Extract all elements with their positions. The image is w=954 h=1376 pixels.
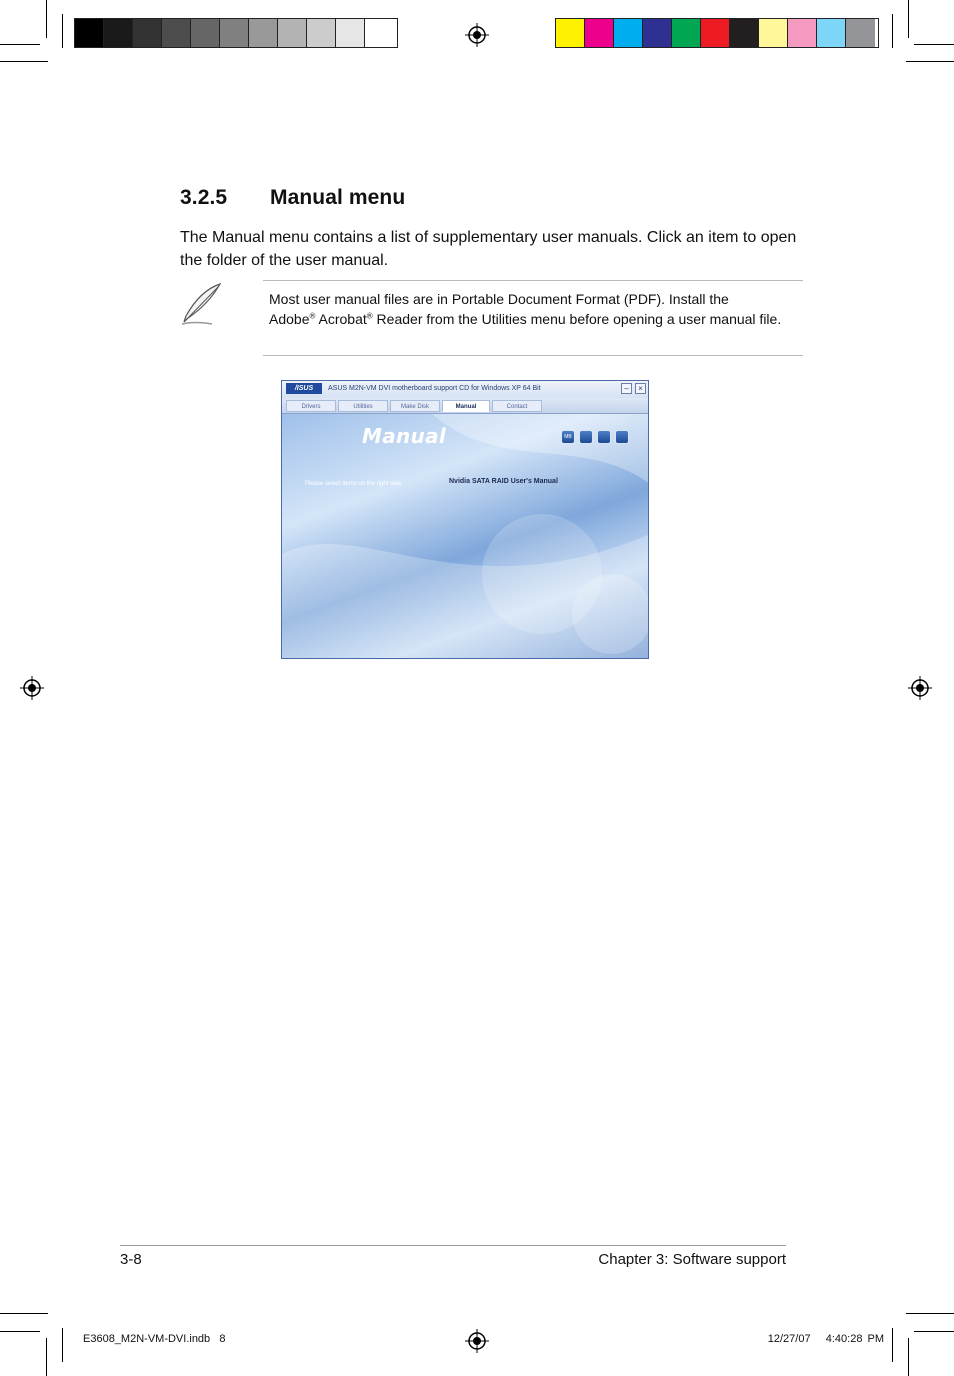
color-swatch	[220, 19, 249, 47]
asus-logo: /ISUS	[286, 383, 322, 394]
crop-mark	[914, 1331, 954, 1332]
close-button[interactable]: ×	[635, 383, 646, 394]
note-adobe: Adobe	[269, 311, 310, 327]
window-titlebar	[282, 381, 648, 399]
section-number: 3.2.5	[180, 186, 228, 209]
color-swatch	[759, 19, 788, 47]
feather-icon	[178, 280, 226, 328]
color-bar	[555, 18, 879, 48]
chapter-title: Chapter 3: Software support	[598, 1251, 786, 1268]
background-swirl	[282, 414, 649, 659]
color-swatch	[788, 19, 817, 47]
minimize-button[interactable]: –	[621, 383, 632, 394]
browse-cd-icon[interactable]	[579, 430, 593, 444]
crop-mark	[0, 44, 40, 45]
color-swatch	[614, 19, 643, 47]
registration-mark-icon	[908, 676, 932, 700]
window-title: ASUS M2N-VM DVI motherboard support CD for Windows XP 64 Bit	[328, 385, 541, 392]
grayscale-bar	[74, 18, 398, 48]
color-swatch	[817, 19, 846, 47]
registered-mark: ®	[309, 311, 316, 321]
crop-mark	[62, 1328, 63, 1362]
color-swatch	[249, 19, 278, 47]
registration-mark-icon	[465, 23, 489, 47]
section-heading	[180, 186, 405, 210]
tools-icon[interactable]	[597, 430, 611, 444]
section-body: The Manual menu contains a list of supplementary user manuals. Click an item to open the folder of the user manual.	[180, 229, 797, 269]
tab-contact[interactable]: Contact	[492, 400, 542, 412]
color-swatch	[365, 19, 394, 47]
tab-make-disk[interactable]: Make Disk	[390, 400, 440, 412]
color-swatch	[104, 19, 133, 47]
color-swatch	[585, 19, 614, 47]
color-swatch	[556, 19, 585, 47]
color-swatch	[701, 19, 730, 47]
note-text	[269, 289, 789, 329]
color-swatch	[162, 19, 191, 47]
crop-mark	[0, 61, 48, 62]
slug-filename: E3608_M2N-VM-DVI.indb 8	[83, 1333, 226, 1345]
page-number: 3-8	[120, 1251, 142, 1268]
crop-mark	[906, 61, 954, 62]
color-swatch	[846, 19, 875, 47]
note-box	[263, 280, 803, 356]
panel-hint: Please select items on the right side.	[305, 481, 403, 487]
support-cd-window	[281, 380, 649, 659]
note-rest: Reader from the Utilities menu before opening a user manual file.	[372, 311, 782, 327]
color-swatch	[730, 19, 759, 47]
section-title: Manual menu	[270, 186, 406, 209]
crop-mark	[906, 1313, 954, 1314]
crop-mark	[892, 14, 893, 48]
slug-timestamp: 12/27/07 4:40:28 PM	[767, 1333, 884, 1345]
tab-manual[interactable]: Manual	[442, 400, 490, 412]
manual-item-nvidia-sata-raid[interactable]: Nvidia SATA RAID User's Manual	[449, 478, 558, 485]
color-swatch	[75, 19, 104, 47]
note-line: Most user manual files are in Portable Document Format (PDF). Install the	[269, 291, 729, 307]
color-swatch	[307, 19, 336, 47]
crop-mark	[0, 1331, 40, 1332]
footer-rule	[120, 1245, 786, 1246]
color-swatch	[278, 19, 307, 47]
mb-icon[interactable]: MB	[561, 430, 575, 444]
crop-mark	[0, 1313, 48, 1314]
registered-mark: ®	[366, 311, 373, 321]
file-icon[interactable]	[615, 430, 629, 444]
registration-mark-icon	[465, 1329, 489, 1353]
color-swatch	[336, 19, 365, 47]
color-swatch	[672, 19, 701, 47]
tab-drivers[interactable]: Drivers	[286, 400, 336, 412]
color-swatch	[133, 19, 162, 47]
crop-mark	[908, 1338, 909, 1376]
crop-mark	[914, 44, 954, 45]
crop-mark	[908, 0, 909, 38]
crop-mark	[46, 1338, 47, 1376]
crop-mark	[892, 1328, 893, 1362]
panel-heading: Manual	[362, 424, 447, 448]
manual-panel	[282, 414, 648, 659]
color-swatch	[191, 19, 220, 47]
note-acrobat: Acrobat	[315, 311, 367, 327]
registration-mark-icon	[20, 676, 44, 700]
crop-mark	[46, 0, 47, 38]
tab-utilities[interactable]: Utilities	[338, 400, 388, 412]
tab-bar	[282, 398, 648, 414]
color-swatch	[643, 19, 672, 47]
crop-mark	[62, 14, 63, 48]
